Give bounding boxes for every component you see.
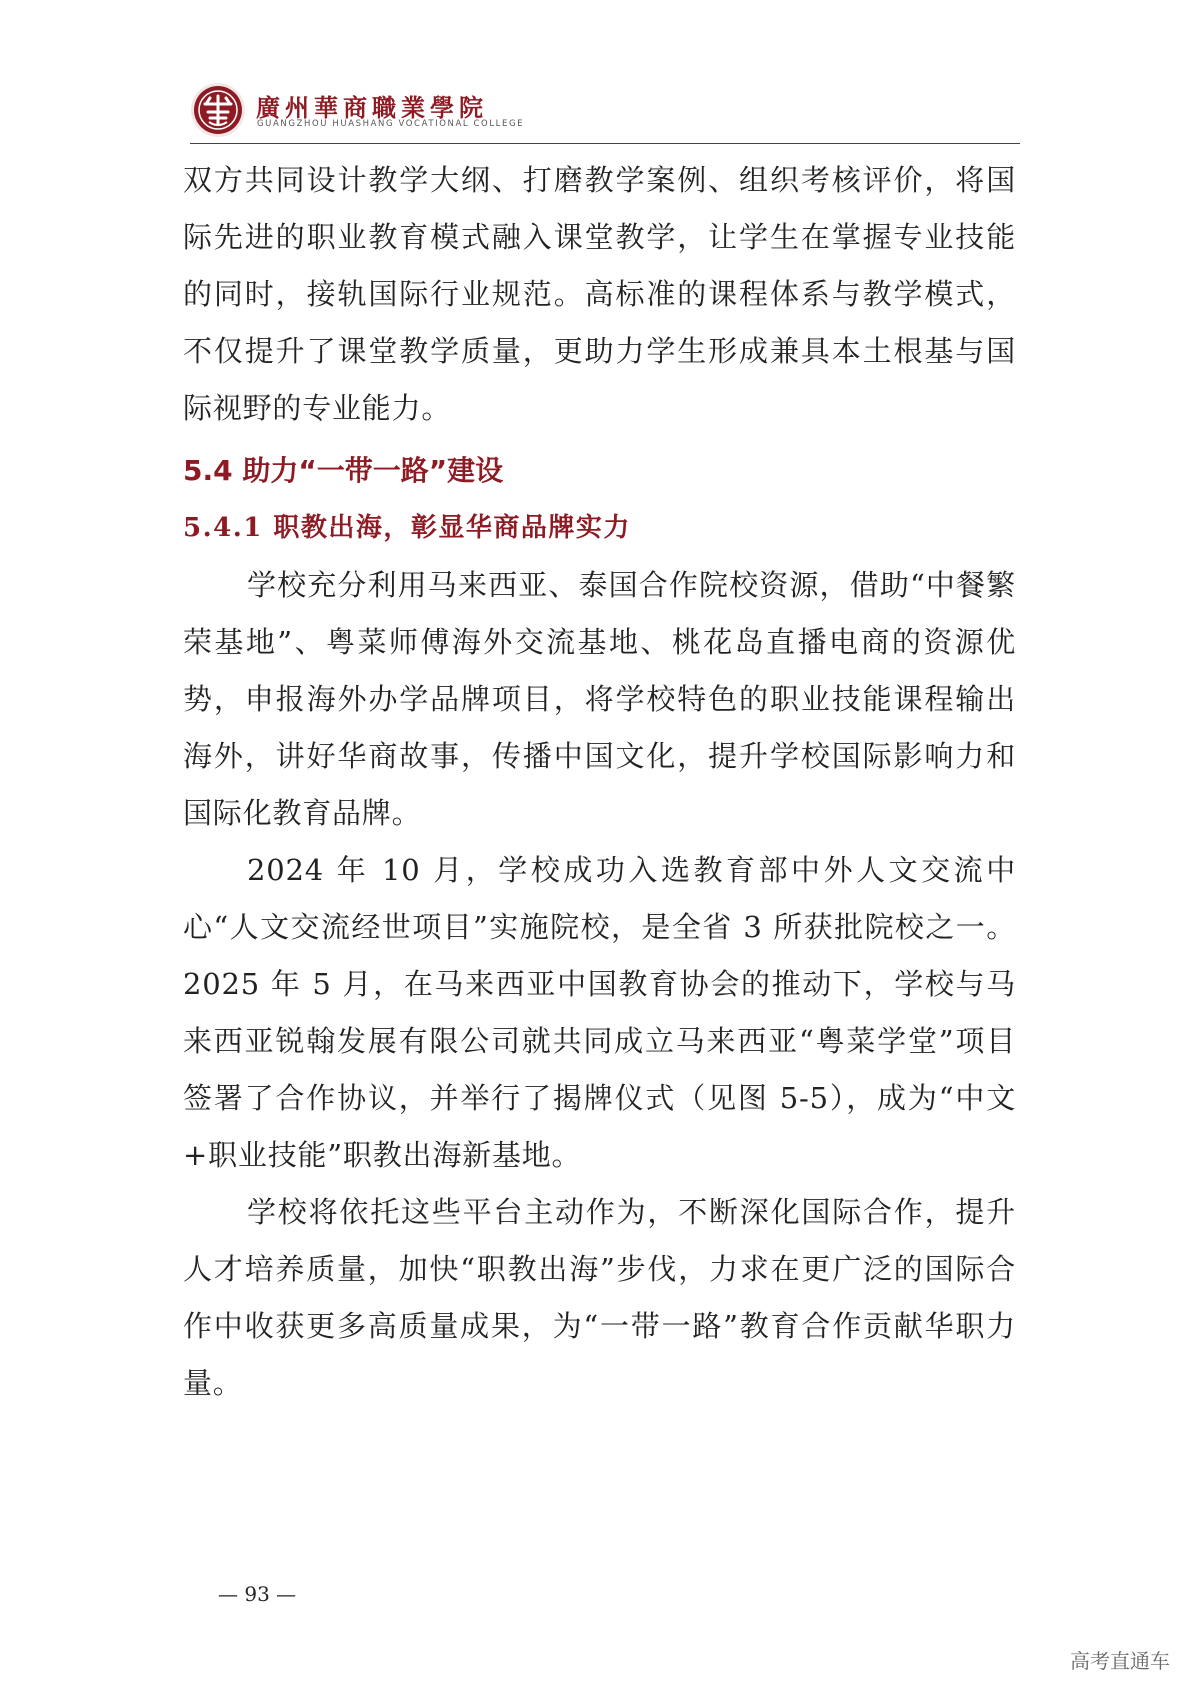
college-name-english: GUANGZHOU HUASHANG VOCATIONAL COLLEGE (257, 119, 525, 129)
page-number: — 93 — (218, 1582, 297, 1606)
paragraph-resources: 学校充分利用马来西亚、泰国合作院校资源，借助“中餐繁荣基地”、粤菜师傅海外交流基地、桃花岛直播电商的资源优势，申报海外办学品牌项目，将学校特色的职业技能课程输出海外，讲好华商故事，传播中国文化，提升学校国际影响力和国际化教育品牌。 (183, 568, 1016, 830)
watermark-text: 高考直通车 (1070, 1649, 1170, 1673)
subsection-heading: 5.4.1 职教出海，彰显华商品牌实力 (183, 513, 631, 543)
paragraph-continuation: 双方共同设计教学大纲、打磨教学案例、组织考核评价，将国际先进的职业教育模式融入课堂教学，让学生在掌握专业技能的同时，接轨国际行业规范。高标准的课程体系与教学模式，不仅提升了课堂教学质量，更助力学生形成兼具本土根基与国际视野的专业能力。 (183, 163, 1016, 425)
section-heading: 5.4 助力“一带一路”建设 (183, 454, 504, 487)
paragraph-milestones: 2024 年 10 月，学校成功入选教育部中外人文交流中心“人文交流经世项目”实施院校，是全省 3 所获批院校之一。2025 年 5 月，在马来西亚中国教育协会的推动下，学校与马来西亚锐翰发展有限公司就共同成立马来西亚“粤菜学堂”项目签署了合作协议，并举行了揭牌仪式（见图 5-5），成为“中文+职业技能”职教出海新基地。 (183, 853, 1016, 1172)
page-header (190, 82, 1020, 142)
paragraph-outlook: 学校将依托这些平台主动作为，不断深化国际合作，提升人才培养质量，加快“职教出海”步伐，力求在更广泛的国际合作中收获更多高质量成果，为“一带一路”教育合作贡献华职力量。 (183, 1195, 1016, 1400)
college-seal-icon (190, 82, 246, 138)
document-body (183, 152, 1016, 1412)
header-divider (190, 143, 1020, 144)
college-name-logo: 廣州華商職業學院 (256, 93, 488, 122)
